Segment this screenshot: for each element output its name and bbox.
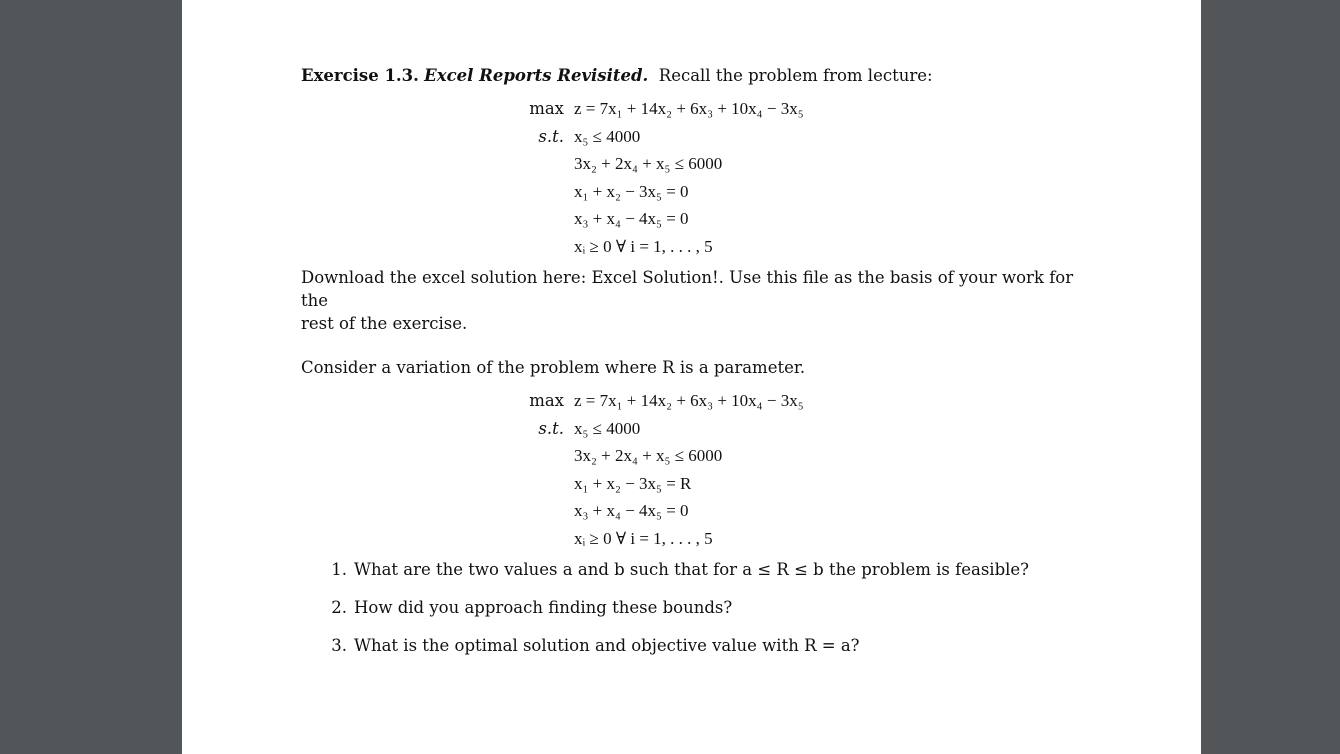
math-row-expr: x₁ + x₂ − 3x₅ = 0: [574, 181, 689, 201]
math-row-expr: x₅ ≤ 4000: [574, 418, 641, 438]
question-item: [301, 596, 1091, 619]
exercise-title: Excel Reports Revisited.: [424, 66, 649, 85]
document-content: [301, 64, 1091, 672]
question-item: [301, 558, 1091, 581]
math-row-expr: x₃ + x₄ − 4x₅ = 0: [574, 501, 689, 521]
math-row: [529, 178, 1091, 206]
question-list: [301, 558, 1091, 657]
math-row: [529, 525, 1091, 553]
problem-2-formulation: [529, 387, 1091, 552]
math-row-label: s.t.: [538, 418, 564, 438]
math-row-expr: xᵢ ≥ 0 ∀ i = 1, . . . , 5: [574, 236, 713, 256]
download-text-line-1: Download the excel solution here: Excel Solution!. Use this file as the basis of your work for the: [301, 268, 1074, 310]
math-row-label: s.t.: [538, 126, 564, 146]
math-row: [529, 470, 1091, 498]
math-row-expr: z = 7x₁ + 14x₂ + 6x₃ + 10x₄ − 3x₅: [574, 99, 804, 119]
question-text: What is the optimal solution and objective value with R = a?: [354, 636, 860, 655]
question-text: What are the two values a and b such that for a ≤ R ≤ b the problem is feasible?: [354, 560, 1030, 579]
math-row: [529, 442, 1091, 470]
problem-1-formulation: [529, 95, 1091, 260]
math-row-label: max: [529, 391, 564, 411]
math-row-expr: x₁ + x₂ − 3x₅ = R: [574, 473, 692, 493]
question-number: 2.: [331, 598, 347, 617]
math-row: [529, 205, 1091, 233]
math-row-expr: x₃ + x₄ − 4x₅ = 0: [574, 209, 689, 229]
variation-paragraph: Consider a variation of the problem where R is a parameter.: [301, 358, 806, 377]
exercise-heading: [301, 64, 1091, 87]
math-row-expr: 3x₂ + 2x₄ + x₅ ≤ 6000: [574, 154, 723, 174]
math-row-expr: 3x₂ + 2x₄ + x₅ ≤ 6000: [574, 446, 723, 466]
download-paragraph: [301, 266, 1091, 335]
question-item: [301, 634, 1091, 657]
math-row: [529, 123, 1091, 151]
math-row: [529, 95, 1091, 123]
math-row-expr: z = 7x₁ + 14x₂ + 6x₃ + 10x₄ − 3x₅: [574, 391, 804, 411]
math-row-expr: x₅ ≤ 4000: [574, 126, 641, 146]
download-text-line-2: rest of the exercise.: [301, 314, 468, 333]
math-row: [529, 387, 1091, 415]
math-row: [529, 497, 1091, 525]
question-number: 3.: [331, 636, 347, 655]
math-row-label: max: [529, 99, 564, 119]
question-text: How did you approach finding these bounds?: [354, 598, 733, 617]
math-row: [529, 415, 1091, 443]
document-page: [182, 0, 1201, 754]
math-row: [529, 233, 1091, 261]
math-row-expr: xᵢ ≥ 0 ∀ i = 1, . . . , 5: [574, 528, 713, 548]
exercise-intro: Recall the problem from lecture:: [658, 66, 933, 85]
exercise-label: Exercise 1.3.: [301, 66, 419, 85]
question-number: 1.: [331, 560, 347, 579]
math-row: [529, 150, 1091, 178]
